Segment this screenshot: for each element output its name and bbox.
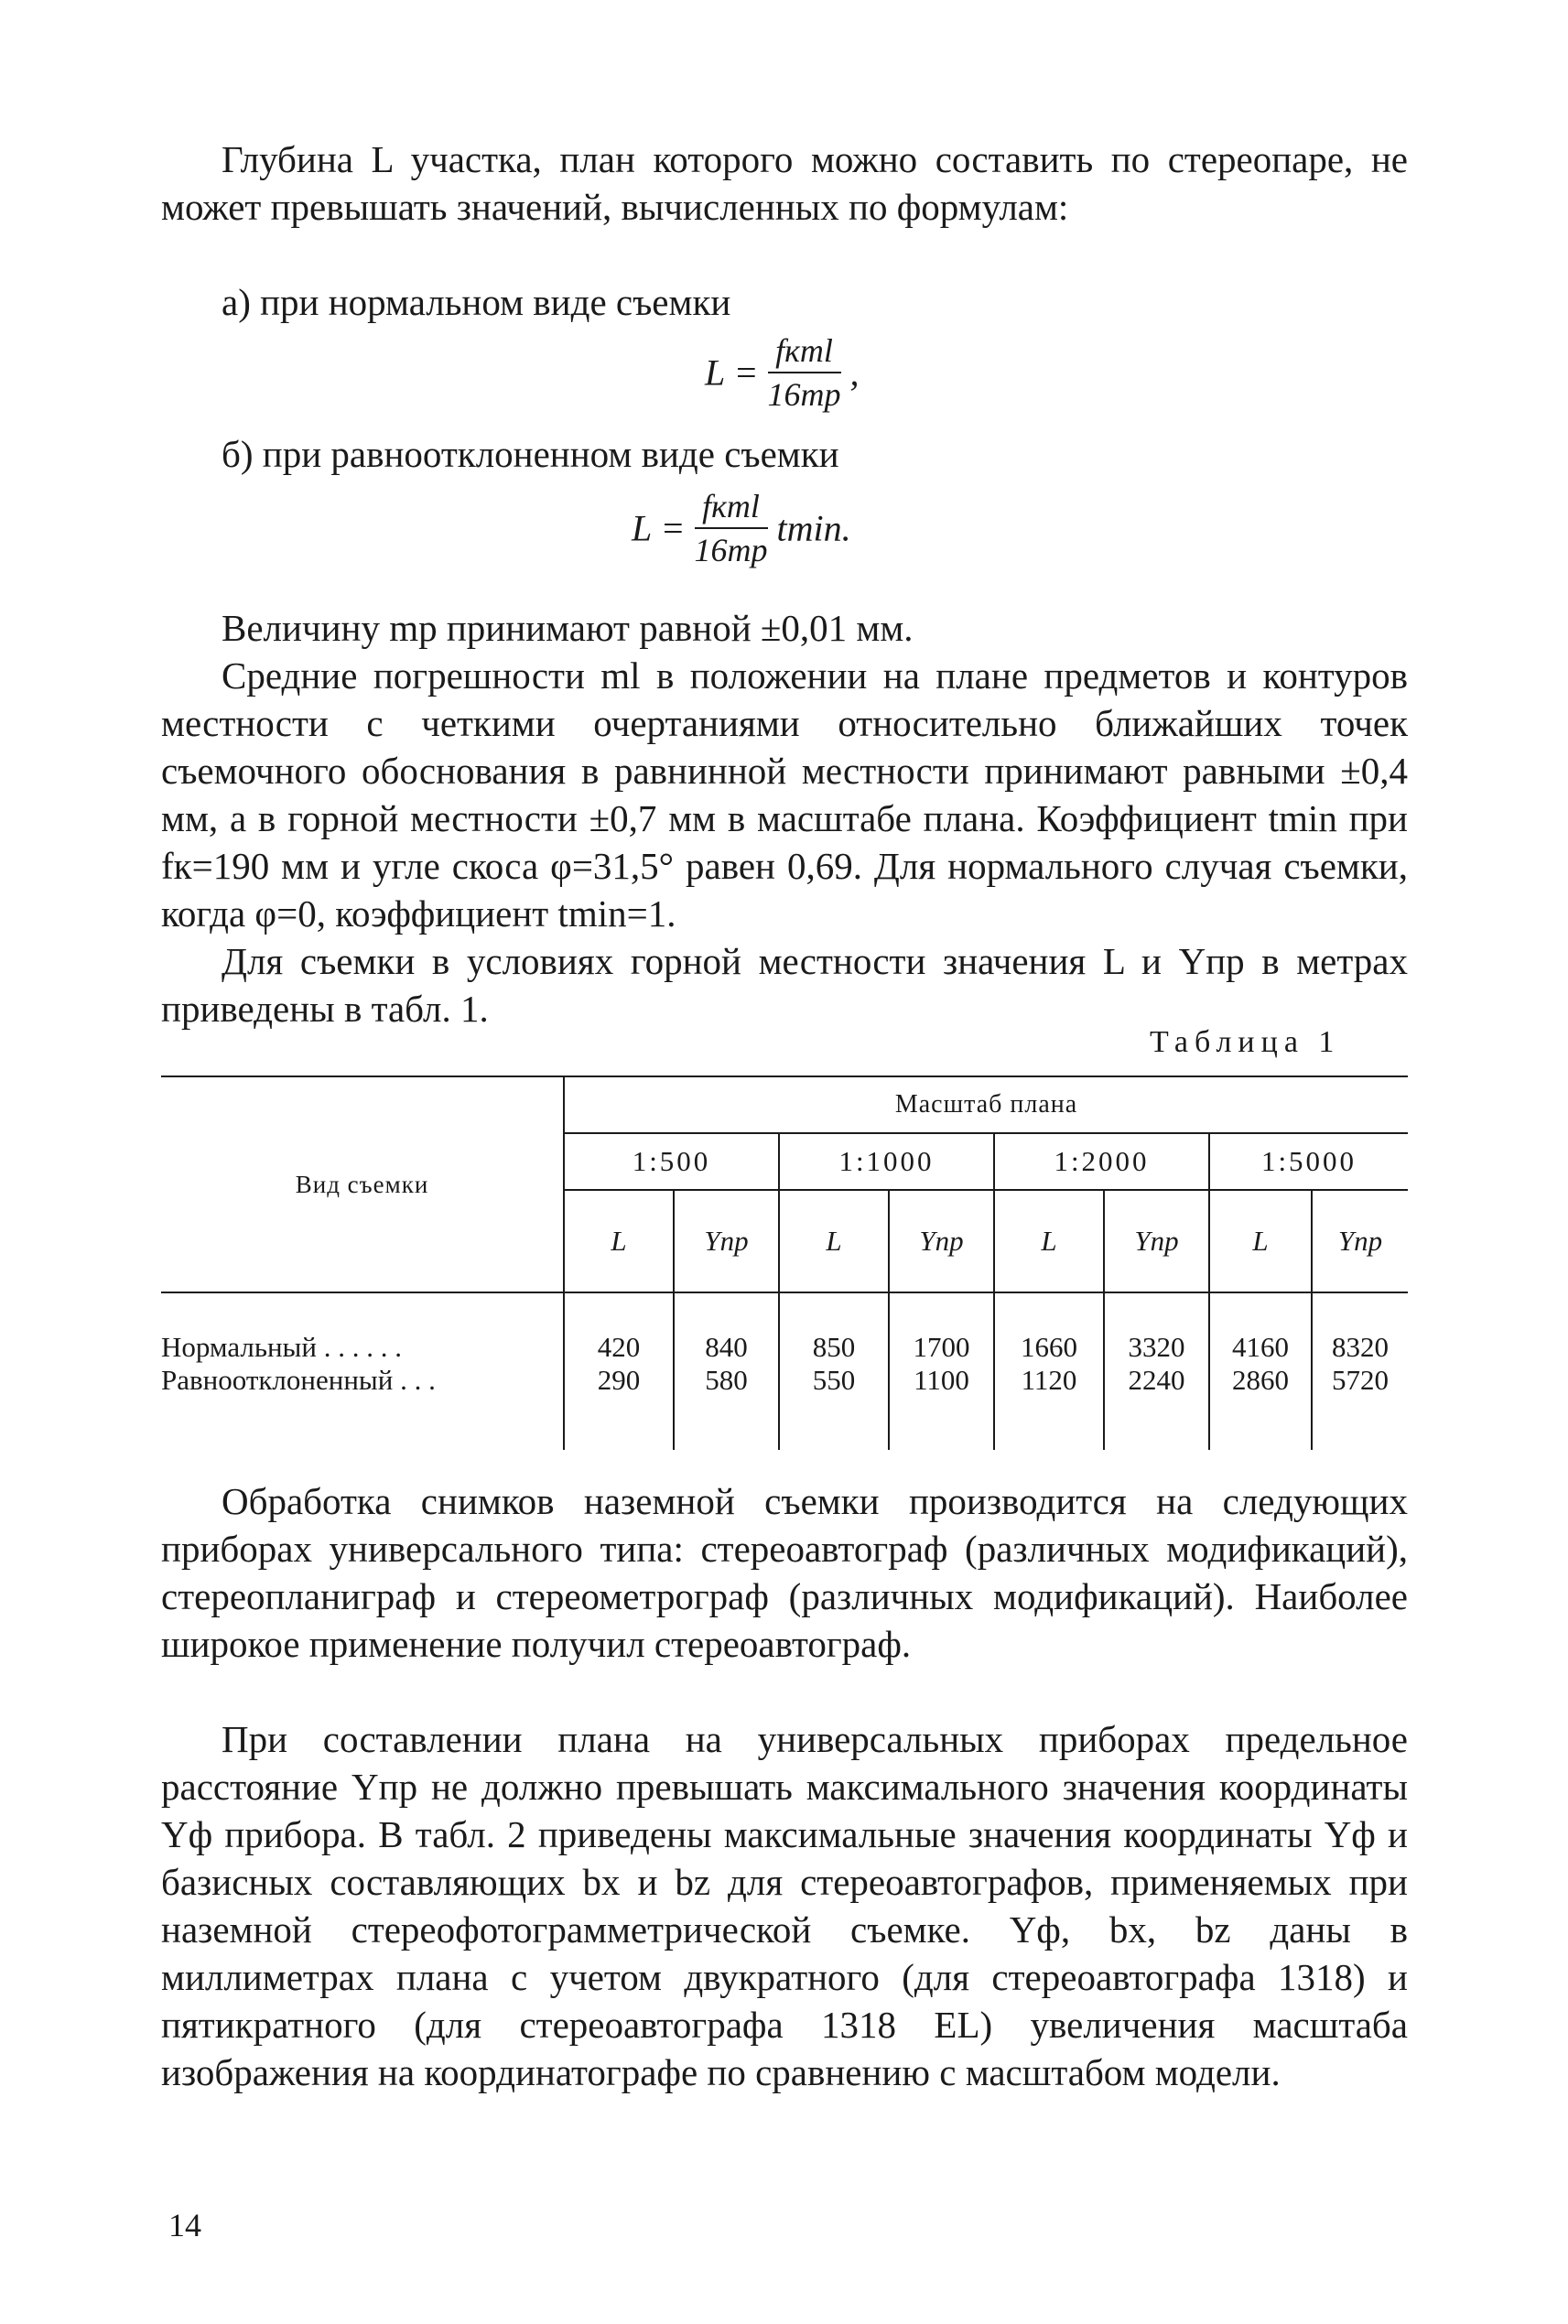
sub-header-l: L [779, 1190, 889, 1292]
paragraph-processing: Обработка снимков наземной съемки производится на следующих приборах универсального типа: стереоавтограф (различных модификаций), стереопланиграф и стереометрограф (различных модификаций). Наиболее широкое применение получил стереоавтограф. [161, 1480, 1408, 1665]
table-cell: 1660 [994, 1292, 1104, 1364]
row-label: Равноотклоненный . . . [161, 1364, 436, 1396]
formula-a-lhs: L = [705, 351, 759, 394]
formula-b-denominator: 16mp [694, 532, 768, 568]
table-group-header: Масштаб плана [564, 1076, 1408, 1133]
table-cell: 2240 [1104, 1364, 1209, 1413]
paragraph-table-intro: Для съемки в условиях горной местности значения L и Yпр в метрах приведены в табл. 1. [161, 940, 1408, 1030]
table-corner-header: Вид съемки [161, 1076, 564, 1292]
data-table [161, 1076, 1408, 1450]
formula-a-numerator: fкml [768, 331, 841, 373]
formula-b-tail: tmin. [776, 507, 851, 549]
sub-header-l: L [1209, 1190, 1312, 1292]
table-row [161, 1292, 1408, 1364]
page-number: 14 [168, 2207, 201, 2243]
sub-header-ypr: Yпр [889, 1190, 994, 1292]
sub-header-l: L [994, 1190, 1104, 1292]
table-cell: 3320 [1104, 1292, 1209, 1364]
paragraph-intro: Глубина L участка, план которого можно составить по стереопаре, не может превышать значений, вычисленных по формулам: [161, 138, 1408, 228]
sub-header-ypr: Yпр [674, 1190, 779, 1292]
table-cell: 4160 [1209, 1292, 1312, 1364]
sub-header-ypr: Yпр [1312, 1190, 1408, 1292]
table-cell: 850 [779, 1292, 889, 1364]
formula-a [705, 331, 860, 414]
formula-a-fraction [768, 331, 841, 414]
row-label: Нормальный . . . . . . [161, 1331, 402, 1363]
item-b-label: б) при равноотклоненном виде съемки [222, 433, 839, 475]
table-cell: 1100 [889, 1364, 994, 1413]
formula-b-fraction [695, 487, 768, 569]
table-caption: Таблица 1 [1150, 1025, 1341, 1059]
formula-a-denominator: 16mp [767, 376, 841, 413]
table-cell: 8320 [1312, 1292, 1408, 1364]
table-cell: 1700 [889, 1292, 994, 1364]
sub-header-ypr: Yпр [1104, 1190, 1209, 1292]
formula-a-tail: , [849, 351, 860, 394]
paragraph-mp: Величину mp принимают равной ±0,01 мм. [222, 607, 914, 649]
sub-header-l: L [564, 1190, 674, 1292]
scale-header: 1:5000 [1209, 1133, 1408, 1190]
scale-header: 1:1000 [779, 1133, 994, 1190]
table-cell: 580 [674, 1364, 779, 1413]
paragraph-errors: Средние погрешности ml в положении на плане предметов и контуров местности с четкими очертаниями относительно ближайших точек съемочного обоснования в равнинной местности принимают равными ±0,4 мм, а в горной местности ±0,7 мм в масштабе плана. Коэффициент tmin при fк=190 мм и угле скоса φ=31,5° равен 0,69. Для нормального случая съемки, когда φ=0, коэффициент tmin=1. [161, 654, 1408, 935]
table-row [161, 1364, 1408, 1413]
item-a-label: а) при нормальном виде съемки [222, 281, 731, 323]
formula-b [632, 487, 851, 569]
table-cell: 2860 [1209, 1364, 1312, 1413]
scale-header: 1:500 [564, 1133, 779, 1190]
table-cell: 290 [564, 1364, 674, 1413]
table-cell: 1120 [994, 1364, 1104, 1413]
table-cell: 840 [674, 1292, 779, 1364]
scale-header: 1:2000 [994, 1133, 1209, 1190]
table-cell: 550 [779, 1364, 889, 1413]
table-cell: 420 [564, 1292, 674, 1364]
paragraph-universal-devices: При составлении плана на универсальных приборах предельное расстояние Yпр не должно превышать максимального значения координаты Yф прибора. В табл. 2 приведены максимальные значения координаты Yф и базисных составляющих bx и bz для стереоавтографов, применяемых при наземной стереофотограмметрической съемке. Yф, bx, bz даны в миллиметрах плана с учетом двукратного (для стереоавтографа 1318) и пятикратного (для стереоавтографа 1318 EL) увеличения масштаба изображения на координатографе по сравнению с масштабом модели. [161, 1718, 1408, 2093]
table-cell: 5720 [1312, 1364, 1408, 1413]
formula-b-lhs: L = [632, 507, 686, 549]
formula-b-numerator: fкml [695, 487, 768, 529]
